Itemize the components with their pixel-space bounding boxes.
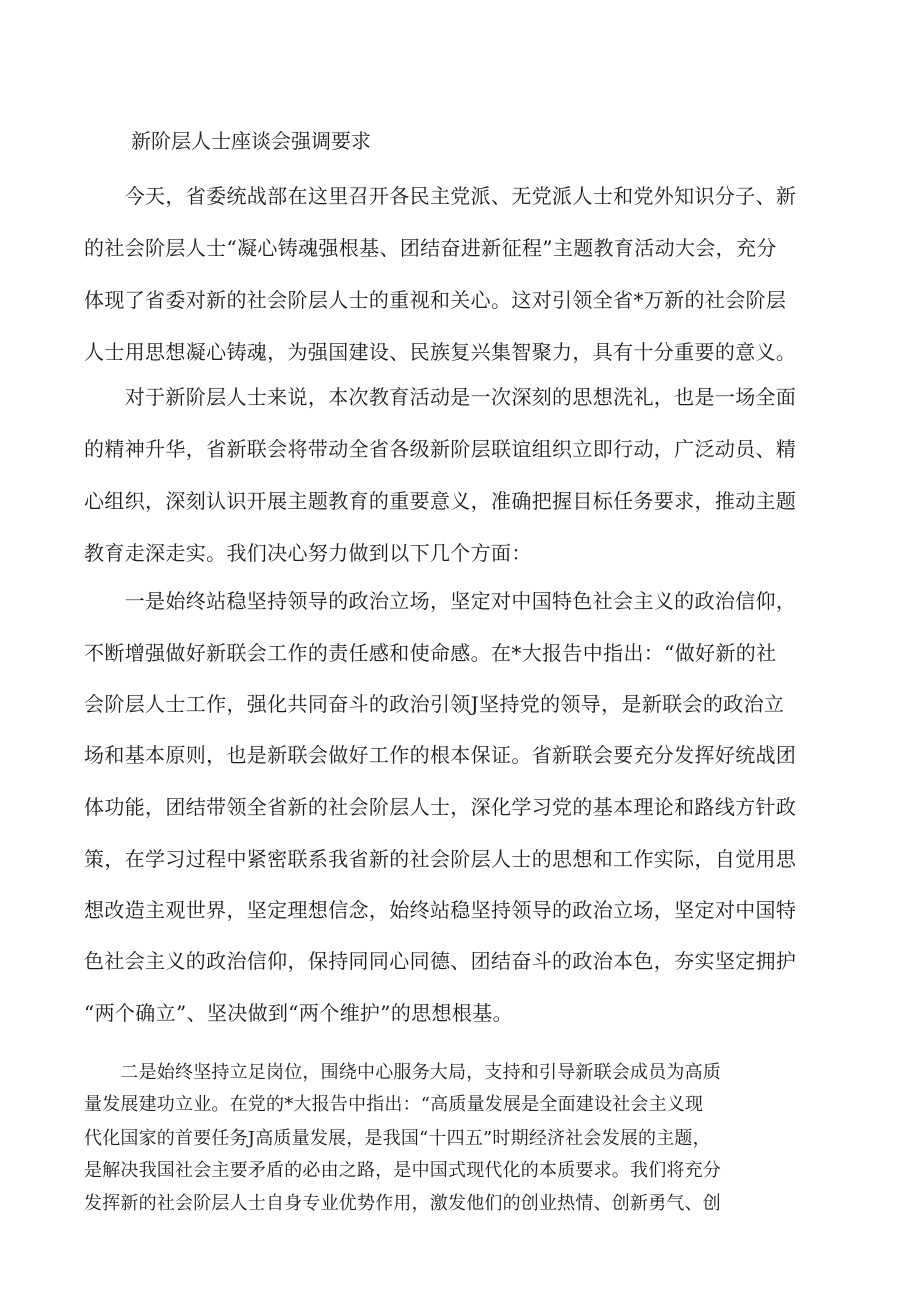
- paragraph-line: 心组织，深刻认识开展主题教育的重要意义，准确把握目标任务要求，推动主题: [84, 489, 797, 513]
- paragraph-line: 不断增强做好新联会工作的责任感和使命感。在*大报告中指出：“做好新的社: [84, 641, 777, 665]
- paragraph-line: 是解决我国社会主要矛盾的必由之路，是中国式现代化的本质要求。我们将充分: [84, 1160, 721, 1181]
- paragraph-line: 策，在学习过程中紧密联系我省新的社会阶层人士的思想和工作实际，自觉用思: [84, 847, 797, 871]
- paragraph-line: 今天，省委统战部在这里召开各民主党派、无党派人士和党外知识分子、新: [84, 184, 797, 208]
- paragraph-line: 教育走深走实。我们决心努力做到以下几个方面：: [84, 541, 532, 565]
- paragraph-line: 会阶层人士工作，强化共同奋斗的政治引领J坚持党的领导，是新联会的政治立: [84, 692, 785, 716]
- paragraph-line: 场和基本原则，也是新联会做好工作的根本保证。省新联会要充分发挥好统战团: [84, 743, 797, 767]
- paragraph-line: 对于新阶层人士来说，本次教育活动是一次深刻的思想洗礼，也是一场全面: [84, 385, 797, 409]
- paragraph-line: 体现了省委对新的社会阶层人士的重视和关心。这对引领全省*万新的社会阶层: [84, 288, 787, 312]
- paragraph-line: 的精神升华，省新联会将带动全省各级新阶层联谊组织立即行动，广泛动员、精: [84, 437, 797, 461]
- paragraph-line: 想改造主观世界，坚定理想信念，始终站稳坚持领导的政治立场，坚定对中国特: [84, 898, 797, 922]
- paragraph-line: 色社会主义的政治信仰，保持同同心同德、团结奋斗的政治本色，夯实坚定拥护: [84, 949, 797, 973]
- paragraph-line: “两个确立”、坚决做到“两个维护”的思想根基。: [84, 1001, 513, 1025]
- paragraph-line: 人士用思想凝心铸魂，为强国建设、民族复兴集智聚力，具有十分重要的意义。: [84, 340, 797, 364]
- paragraph-line: 代化国家的首要任务J高质量发展，是我国“十四五”时期经济社会发展的主题，: [84, 1128, 711, 1149]
- paragraph-line: 发挥新的社会阶层人士自身专业优势作用，激发他们的创业热情、创新勇气、创: [84, 1193, 721, 1214]
- document-title: 新阶层人士座谈会强调要求: [131, 129, 371, 153]
- paragraph-line: 的社会阶层人士“凝心铸魂强根基、团结奋进新征程”主题教育活动大会，充分: [84, 236, 777, 260]
- paragraph-line: 一是始终站稳坚持领导的政治立场，坚定对中国特色社会主义的政治信仰，: [84, 589, 797, 613]
- paragraph-line: 二是始终坚持立足岗位，围绕中心服务大局，支持和引导新联会成员为高质: [84, 1062, 721, 1083]
- paragraph-line: 体功能，团结带领全省新的社会阶层人士，深化学习党的基本理论和路线方针政: [84, 795, 797, 819]
- paragraph-line: 量发展建功立业。在党的*大报告中指出：“高质量发展是全面建设社会主义现: [84, 1094, 704, 1115]
